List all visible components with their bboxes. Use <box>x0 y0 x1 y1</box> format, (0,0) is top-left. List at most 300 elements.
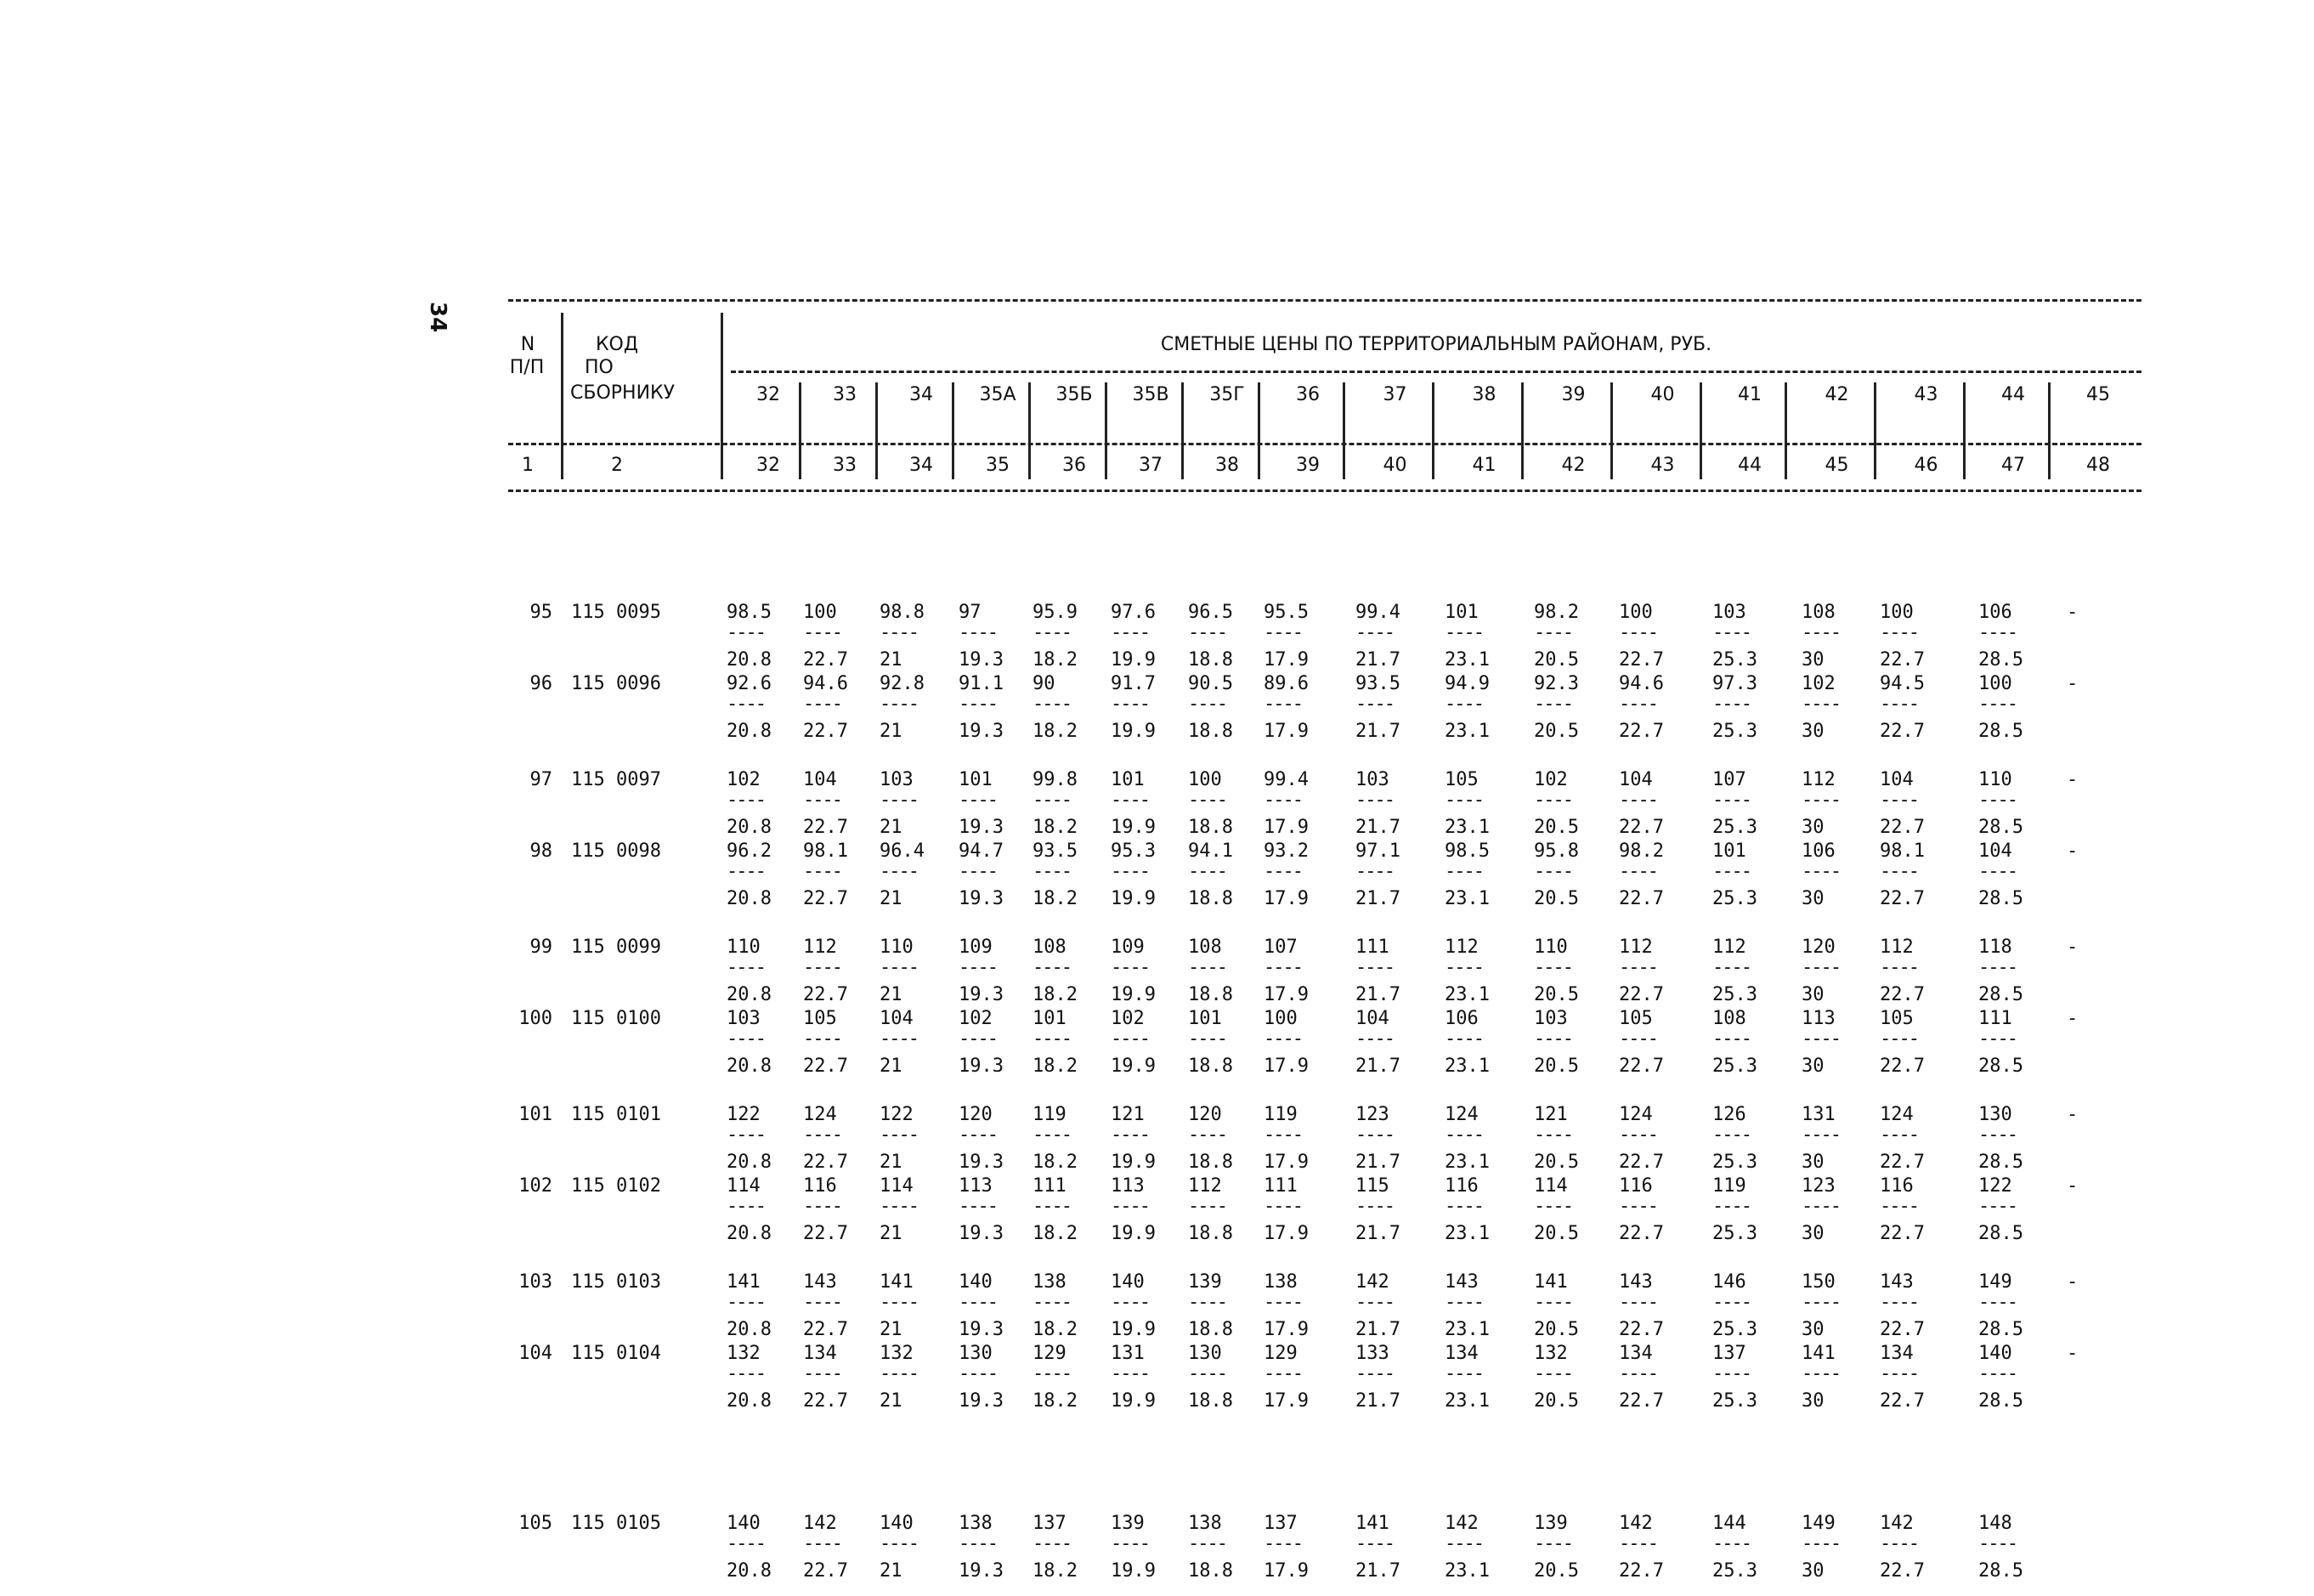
wage-value: 30 <box>1802 984 1825 1005</box>
fraction-line: ---- <box>1111 1533 1149 1554</box>
wage-value: 17.9 <box>1264 649 1309 671</box>
price-value: 131 <box>1111 1343 1145 1364</box>
column-number: 35 <box>986 455 1010 476</box>
wage-value: 18.2 <box>1033 1056 1078 1077</box>
fraction-line: ---- <box>1534 693 1572 715</box>
district-header: 35Б <box>1055 384 1093 405</box>
fraction-line: ---- <box>1534 957 1572 978</box>
price-value: 130 <box>959 1343 993 1364</box>
district-header: 41 <box>1738 384 1762 405</box>
price-value: 124 <box>1445 1104 1479 1125</box>
wage-value: 19.9 <box>1111 888 1156 909</box>
col-45-value: - <box>2067 1343 2079 1364</box>
wage-value: 25.3 <box>1712 1056 1757 1077</box>
fraction-line: ---- <box>1033 622 1071 643</box>
fraction-line: ---- <box>1534 1363 1572 1384</box>
fraction-line: ---- <box>1355 957 1394 978</box>
price-value: 108 <box>1188 937 1222 958</box>
price-value: 141 <box>1802 1343 1836 1364</box>
price-value: 91.7 <box>1111 673 1156 694</box>
wage-value: 18.2 <box>1033 649 1078 671</box>
price-value: 112 <box>1712 937 1746 958</box>
col-45-value: - <box>2067 1104 2079 1125</box>
wage-value: 19.9 <box>1111 817 1156 838</box>
price-value: 94.5 <box>1880 673 1925 694</box>
wage-value: 28.5 <box>1978 721 2023 742</box>
price-value: 118 <box>1978 937 2012 958</box>
wage-value: 22.7 <box>1619 649 1664 671</box>
row-number: 104 <box>518 1343 552 1364</box>
fraction-line: ---- <box>1033 1292 1071 1313</box>
fraction-line: ---- <box>1534 1533 1572 1554</box>
fraction-line: ---- <box>1712 693 1751 715</box>
price-value: 140 <box>959 1271 993 1293</box>
header-n: N <box>520 334 535 355</box>
wage-value: 18.8 <box>1188 649 1233 671</box>
row-code: 115 0095 <box>571 602 661 623</box>
wage-value: 22.7 <box>1880 721 1925 742</box>
price-value: 103 <box>1534 1008 1568 1029</box>
wage-value: 30 <box>1802 888 1825 909</box>
fraction-line: ---- <box>803 1533 841 1554</box>
fraction-line: ---- <box>1534 1292 1572 1313</box>
wage-value: 23.1 <box>1445 1223 1490 1244</box>
fraction-line: ---- <box>1712 1124 1751 1146</box>
price-value: 143 <box>1445 1271 1479 1293</box>
fraction-line: ---- <box>1355 693 1394 715</box>
wage-value: 21 <box>880 1223 902 1244</box>
price-value: 100 <box>1978 673 2012 694</box>
wage-value: 23.1 <box>1445 721 1490 742</box>
wage-value: 18.8 <box>1188 984 1233 1005</box>
price-value: 103 <box>880 769 914 790</box>
price-value: 114 <box>1534 1175 1568 1197</box>
fraction-line: ---- <box>1033 1124 1071 1146</box>
fraction-line: ---- <box>1355 1196 1394 1217</box>
fraction-line: ---- <box>1880 1363 1918 1384</box>
price-value: 101 <box>959 769 993 790</box>
fraction-line: ---- <box>803 790 841 811</box>
row-code: 115 0097 <box>571 769 661 790</box>
price-value: 112 <box>1445 937 1479 958</box>
header-bottom-rule <box>508 490 2141 492</box>
wage-value: 28.5 <box>1978 1223 2023 1244</box>
wage-value: 19.9 <box>1111 1223 1156 1244</box>
wage-value: 17.9 <box>1264 1056 1309 1077</box>
column-number: 2 <box>611 455 623 476</box>
fraction-line: ---- <box>1033 957 1071 978</box>
wage-value: 19.9 <box>1111 721 1156 742</box>
fraction-line: ---- <box>1712 1533 1751 1554</box>
price-value: 150 <box>1802 1271 1836 1293</box>
fraction-line: ---- <box>880 693 918 715</box>
price-value: 98.2 <box>1619 840 1664 862</box>
price-value: 115 <box>1355 1175 1389 1197</box>
wage-value: 21.7 <box>1355 721 1400 742</box>
fraction-line: ---- <box>1978 790 2017 811</box>
price-value: 97.1 <box>1355 840 1400 862</box>
wage-value: 25.3 <box>1712 649 1757 671</box>
wage-value: 21.7 <box>1355 1560 1400 1582</box>
price-value: 94.7 <box>959 840 1004 862</box>
wage-value: 22.7 <box>1619 1152 1664 1173</box>
fraction-line: ---- <box>1264 957 1302 978</box>
price-value: 97.6 <box>1111 602 1156 623</box>
price-value: 116 <box>1445 1175 1479 1197</box>
header-pp: П/П <box>509 357 545 378</box>
fraction-line: ---- <box>1978 1196 2017 1217</box>
fraction-line: ---- <box>1264 1124 1302 1146</box>
wage-value: 19.3 <box>959 721 1004 742</box>
fraction-line: ---- <box>959 1196 997 1217</box>
fraction-line: ---- <box>880 1196 918 1217</box>
price-value: 100 <box>1880 602 1914 623</box>
wage-value: 25.3 <box>1712 1152 1757 1173</box>
col-45-value: - <box>2067 840 2079 862</box>
fraction-line: ---- <box>880 1533 918 1554</box>
column-number: 43 <box>1650 455 1675 476</box>
price-value: 110 <box>880 937 914 958</box>
wage-value: 28.5 <box>1978 649 2023 671</box>
wage-value: 18.2 <box>1033 1390 1078 1412</box>
price-value: 113 <box>1111 1175 1145 1197</box>
wage-value: 25.3 <box>1712 888 1757 909</box>
fraction-line: ---- <box>803 622 841 643</box>
price-value: 124 <box>803 1104 837 1125</box>
wage-value: 21.7 <box>1355 888 1400 909</box>
price-value: 102 <box>1534 769 1568 790</box>
wage-value: 20.8 <box>727 1319 772 1340</box>
price-value: 140 <box>880 1513 914 1534</box>
wage-value: 21 <box>880 1056 902 1077</box>
fraction-line: ---- <box>1802 1292 1840 1313</box>
price-value: 94.6 <box>1619 673 1664 694</box>
fraction-line: ---- <box>1445 957 1483 978</box>
wage-value: 20.5 <box>1534 1223 1579 1244</box>
fraction-line: ---- <box>1264 861 1302 882</box>
row-number: 97 <box>529 769 552 790</box>
wage-value: 18.8 <box>1188 1390 1233 1412</box>
wage-value: 28.5 <box>1978 817 2023 838</box>
price-value: 113 <box>959 1175 993 1197</box>
price-value: 139 <box>1534 1513 1568 1534</box>
price-value: 132 <box>1534 1343 1568 1364</box>
price-value: 149 <box>1802 1513 1836 1534</box>
wage-value: 22.7 <box>1619 1319 1664 1340</box>
wage-value: 22.7 <box>803 1152 848 1173</box>
column-number: 1 <box>522 455 534 476</box>
fraction-line: ---- <box>1033 1196 1071 1217</box>
row-code: 115 0103 <box>571 1271 661 1293</box>
fraction-line: ---- <box>1264 1196 1302 1217</box>
wage-value: 25.3 <box>1712 1319 1757 1340</box>
district-header: 39 <box>1561 384 1586 405</box>
column-number: 44 <box>1738 455 1762 476</box>
price-value: 111 <box>1264 1175 1298 1197</box>
wage-value: 18.8 <box>1188 1223 1233 1244</box>
fraction-line: ---- <box>1534 861 1572 882</box>
fraction-line: ---- <box>959 1124 997 1146</box>
fraction-line: ---- <box>1264 1028 1302 1050</box>
row-code: 115 0101 <box>571 1104 661 1125</box>
fraction-line: ---- <box>1111 1124 1149 1146</box>
column-number: 36 <box>1062 455 1086 476</box>
wage-value: 22.7 <box>1880 649 1925 671</box>
wage-value: 19.9 <box>1111 1319 1156 1340</box>
col-45-value: - <box>2067 1008 2079 1029</box>
price-value: 120 <box>959 1104 993 1125</box>
price-value: 112 <box>803 937 837 958</box>
fraction-line: ---- <box>727 1196 765 1217</box>
price-value: 138 <box>959 1513 993 1534</box>
fraction-line: ---- <box>959 1363 997 1384</box>
price-value: 104 <box>1619 769 1653 790</box>
price-value: 114 <box>727 1175 761 1197</box>
wage-value: 18.2 <box>1033 1560 1078 1582</box>
fraction-line: ---- <box>1264 622 1302 643</box>
wage-value: 25.3 <box>1712 817 1757 838</box>
wage-value: 30 <box>1802 1223 1825 1244</box>
price-value: 94.9 <box>1445 673 1490 694</box>
price-value: 131 <box>1802 1104 1836 1125</box>
column-number: 38 <box>1215 455 1239 476</box>
price-value: 116 <box>1880 1175 1914 1197</box>
wage-value: 18.8 <box>1188 1056 1233 1077</box>
price-value: 116 <box>803 1175 837 1197</box>
fraction-line: ---- <box>880 622 918 643</box>
fraction-line: ---- <box>1111 622 1149 643</box>
wage-value: 30 <box>1802 817 1825 838</box>
fraction-line: ---- <box>1111 861 1149 882</box>
price-value: 89.6 <box>1264 673 1309 694</box>
fraction-line: ---- <box>1712 1363 1751 1384</box>
col-45-value: - <box>2067 769 2079 790</box>
price-value: 109 <box>1111 937 1145 958</box>
column-number: 48 <box>2086 455 2110 476</box>
price-value: 113 <box>1802 1008 1836 1029</box>
wage-value: 30 <box>1802 1152 1825 1173</box>
fraction-line: ---- <box>1445 1196 1483 1217</box>
price-value: 122 <box>727 1104 761 1125</box>
wage-value: 23.1 <box>1445 1319 1490 1340</box>
wage-value: 23.1 <box>1445 1152 1490 1173</box>
price-value: 94.6 <box>803 673 848 694</box>
fraction-line: ---- <box>1712 622 1751 643</box>
fraction-line: ---- <box>1355 861 1394 882</box>
price-value: 92.3 <box>1534 673 1579 694</box>
price-value: 116 <box>1619 1175 1653 1197</box>
fraction-line: ---- <box>1619 1028 1657 1050</box>
fraction-line: ---- <box>880 1292 918 1313</box>
column-number: 47 <box>2001 455 2025 476</box>
price-value: 143 <box>1880 1271 1914 1293</box>
wage-value: 30 <box>1802 649 1825 671</box>
column-number: 39 <box>1296 455 1320 476</box>
price-value: 134 <box>1445 1343 1479 1364</box>
fraction-line: ---- <box>1880 1292 1918 1313</box>
fraction-line: ---- <box>959 1533 997 1554</box>
price-value: 102 <box>1802 673 1836 694</box>
price-value: 91.1 <box>959 673 1004 694</box>
col-45-value: - <box>2067 602 2079 623</box>
fraction-line: ---- <box>1033 861 1071 882</box>
fraction-line: ---- <box>1111 957 1149 978</box>
fraction-line: ---- <box>1355 622 1394 643</box>
wage-value: 20.8 <box>727 888 772 909</box>
fraction-line: ---- <box>1264 1292 1302 1313</box>
fraction-line: ---- <box>1264 790 1302 811</box>
column-number: 33 <box>833 455 857 476</box>
wage-value: 17.9 <box>1264 721 1309 742</box>
price-value: 110 <box>1978 769 2012 790</box>
fraction-line: ---- <box>1188 1124 1226 1146</box>
fraction-line: ---- <box>880 1028 918 1050</box>
fraction-line: ---- <box>1111 1196 1149 1217</box>
wage-value: 19.3 <box>959 984 1004 1005</box>
wage-value: 21.7 <box>1355 1223 1400 1244</box>
fraction-line: ---- <box>1802 693 1840 715</box>
column-number: 42 <box>1561 455 1586 476</box>
price-value: 95.3 <box>1111 840 1156 862</box>
fraction-line: ---- <box>1880 622 1918 643</box>
price-value: 141 <box>727 1271 761 1293</box>
price-value: 140 <box>727 1513 761 1534</box>
price-value: 104 <box>803 769 837 790</box>
price-value: 110 <box>1534 937 1568 958</box>
price-value: 101 <box>1111 769 1145 790</box>
fraction-line: ---- <box>1355 1028 1394 1050</box>
wage-value: 17.9 <box>1264 1223 1309 1244</box>
fraction-line: ---- <box>1264 693 1302 715</box>
wage-value: 22.7 <box>1880 1319 1925 1340</box>
row-code: 115 0102 <box>571 1175 661 1197</box>
wage-value: 19.3 <box>959 1319 1004 1340</box>
fraction-line: ---- <box>1111 790 1149 811</box>
wage-value: 22.7 <box>1619 1560 1664 1582</box>
wage-value: 23.1 <box>1445 1560 1490 1582</box>
fraction-line: ---- <box>1355 1292 1394 1313</box>
price-value: 121 <box>1111 1104 1145 1125</box>
wage-value: 22.7 <box>1880 1152 1925 1173</box>
row-code: 115 0104 <box>571 1343 661 1364</box>
wage-value: 20.5 <box>1534 1152 1579 1173</box>
fraction-line: ---- <box>1619 1196 1657 1217</box>
price-value: 90.5 <box>1188 673 1233 694</box>
price-value: 137 <box>1033 1513 1066 1534</box>
wage-value: 19.3 <box>959 1390 1004 1412</box>
fraction-line: ---- <box>1712 957 1751 978</box>
district-header: 35Г <box>1209 384 1245 405</box>
wage-value: 25.3 <box>1712 1560 1757 1582</box>
price-value: 139 <box>1111 1513 1145 1534</box>
fraction-line: ---- <box>1978 1533 2017 1554</box>
fraction-line: ---- <box>1880 790 1918 811</box>
wage-value: 23.1 <box>1445 1390 1490 1412</box>
col-45-value: - <box>2067 1271 2079 1293</box>
fraction-line: ---- <box>1033 693 1071 715</box>
district-header: 45 <box>2086 384 2110 405</box>
price-value: 142 <box>803 1513 837 1534</box>
wage-value: 20.8 <box>727 984 772 1005</box>
wage-value: 22.7 <box>803 984 848 1005</box>
fraction-line: ---- <box>1188 957 1226 978</box>
fraction-line: ---- <box>1534 1196 1572 1217</box>
wage-value: 30 <box>1802 1390 1825 1412</box>
price-value: 142 <box>1445 1513 1479 1534</box>
fraction-line: ---- <box>1802 1124 1840 1146</box>
fraction-line: ---- <box>1978 1292 2017 1313</box>
price-value: 93.5 <box>1033 840 1078 862</box>
wage-value: 28.5 <box>1978 1560 2023 1582</box>
wage-value: 22.7 <box>1619 817 1664 838</box>
price-value: 104 <box>880 1008 914 1029</box>
fraction-line: ---- <box>959 622 997 643</box>
header-code-po: ПО <box>585 357 614 378</box>
fraction-line: ---- <box>1802 861 1840 882</box>
price-value: 110 <box>727 937 761 958</box>
wage-value: 20.5 <box>1534 984 1579 1005</box>
wage-value: 22.7 <box>803 1390 848 1412</box>
wage-value: 20.5 <box>1534 1560 1579 1582</box>
price-value: 104 <box>1355 1008 1389 1029</box>
fraction-line: ---- <box>1619 1124 1657 1146</box>
district-header: 43 <box>1914 384 1938 405</box>
wage-value: 22.7 <box>1619 984 1664 1005</box>
price-value: 97 <box>959 602 982 623</box>
price-value: 102 <box>1111 1008 1145 1029</box>
fraction-line: ---- <box>1712 1196 1751 1217</box>
price-value: 101 <box>1445 602 1479 623</box>
fraction-line: ---- <box>803 693 841 715</box>
fraction-line: ---- <box>1445 861 1483 882</box>
fraction-line: ---- <box>1188 1196 1226 1217</box>
price-value: 92.8 <box>880 673 925 694</box>
wage-value: 21 <box>880 721 902 742</box>
price-value: 137 <box>1264 1513 1298 1534</box>
wage-value: 19.3 <box>959 1152 1004 1173</box>
price-value: 146 <box>1712 1271 1746 1293</box>
wage-value: 18.2 <box>1033 1319 1078 1340</box>
price-value: 100 <box>1188 769 1222 790</box>
row-number: 99 <box>529 937 552 958</box>
fraction-line: ---- <box>727 622 765 643</box>
price-value: 138 <box>1188 1513 1222 1534</box>
wage-value: 18.8 <box>1188 888 1233 909</box>
wage-value: 18.8 <box>1188 1152 1233 1173</box>
price-value: 119 <box>1264 1104 1298 1125</box>
wage-value: 28.5 <box>1978 1390 2023 1412</box>
price-value: 132 <box>880 1343 914 1364</box>
fraction-line: ---- <box>1188 790 1226 811</box>
price-value: 99.4 <box>1264 769 1309 790</box>
price-value: 106 <box>1802 840 1836 862</box>
wage-value: 21 <box>880 1152 902 1173</box>
wage-value: 22.7 <box>1880 817 1925 838</box>
price-value: 108 <box>1802 602 1836 623</box>
fraction-line: ---- <box>1880 1533 1918 1554</box>
fraction-line: ---- <box>1445 622 1483 643</box>
price-value: 112 <box>1619 937 1653 958</box>
fraction-line: ---- <box>1619 622 1657 643</box>
fraction-line: ---- <box>1619 1533 1657 1554</box>
district-header: 40 <box>1650 384 1675 405</box>
wage-value: 19.3 <box>959 1056 1004 1077</box>
fraction-line: ---- <box>1445 1292 1483 1313</box>
wage-value: 18.2 <box>1033 888 1078 909</box>
fraction-line: ---- <box>1978 693 2017 715</box>
fraction-line: ---- <box>1111 1292 1149 1313</box>
wage-value: 21.7 <box>1355 1319 1400 1340</box>
